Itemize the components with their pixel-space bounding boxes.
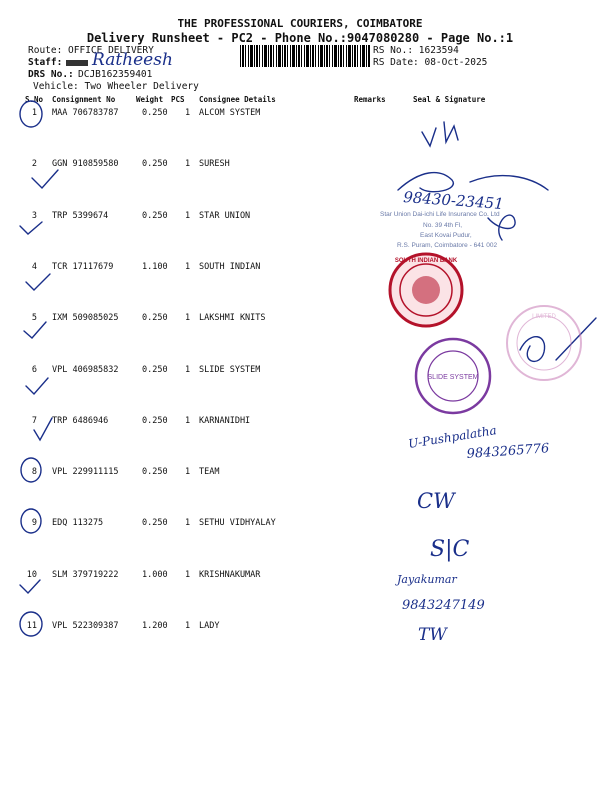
staff-name-handwritten: Ratheesh bbox=[92, 50, 173, 70]
row-consignment-no: VPL 406985832 bbox=[52, 365, 119, 375]
row-sno: 7 bbox=[31, 416, 37, 426]
col-pcs: PCS bbox=[171, 95, 185, 104]
row-weight: 1.100 bbox=[142, 262, 168, 272]
row-weight: 0.250 bbox=[142, 108, 168, 118]
row-consignee: STAR UNION bbox=[199, 211, 251, 221]
purple-company-seal bbox=[416, 339, 490, 413]
circle-mark-8 bbox=[21, 458, 41, 482]
row-sno: 2 bbox=[31, 159, 37, 169]
handwritten-name-pushpalatha: U-Pushpalatha bbox=[407, 423, 498, 451]
svg-text:SOUTH INDIAN BANK: SOUTH INDIAN BANK bbox=[394, 258, 458, 264]
row-sno: 5 bbox=[31, 313, 37, 323]
row-pcs: 1 bbox=[185, 313, 191, 323]
rs-date: RS Date: 08-Oct-2025 bbox=[373, 57, 488, 68]
row-weight: 0.250 bbox=[142, 518, 168, 528]
row-sno: 3 bbox=[31, 211, 37, 221]
row-consignment-no: TCR 17117679 bbox=[52, 262, 114, 272]
row-weight: 0.250 bbox=[142, 313, 168, 323]
svg-text:East Kovai Pudur,: East Kovai Pudur, bbox=[420, 232, 472, 239]
row-pcs: 1 bbox=[185, 365, 191, 375]
row-consignment-no: TRP 6486946 bbox=[52, 416, 109, 426]
check-mark-3 bbox=[20, 222, 42, 234]
row-consignment-no: GGN 910859580 bbox=[52, 159, 119, 169]
row-consignment-no: SLM 379719222 bbox=[52, 570, 119, 580]
route-label: Route: OFFICE DELIVERY bbox=[28, 45, 154, 56]
check-mark-7 bbox=[34, 418, 52, 440]
row-sno: 6 bbox=[31, 365, 37, 375]
handwritten-phone-1: 98430-23451 bbox=[402, 188, 505, 214]
row-consignment-no: EDQ 113275 bbox=[52, 518, 104, 528]
row-consignment-no: MAA 706783787 bbox=[52, 108, 119, 118]
vehicle-label: Vehicle: Two Wheeler Delivery bbox=[33, 81, 199, 92]
svg-text:Star Union Dai-ichi Life Insur: Star Union Dai-ichi Life Insurance Co. Ltd bbox=[380, 211, 500, 218]
row-sno: 4 bbox=[31, 262, 37, 272]
row-consignee: SETHU VIDHYALAY bbox=[199, 518, 276, 528]
circle-mark-9 bbox=[21, 509, 41, 533]
row-consignment-no: VPL 229911115 bbox=[52, 467, 119, 477]
row-consignee: SURESH bbox=[199, 159, 230, 169]
circle-mark-11 bbox=[20, 612, 42, 636]
col-sno: S.No bbox=[25, 95, 44, 104]
row-sno: 10 bbox=[26, 570, 37, 580]
row-consignee: ALCOM SYSTEM bbox=[199, 108, 261, 118]
row-weight: 0.250 bbox=[142, 365, 168, 375]
signature-row3 bbox=[488, 215, 515, 240]
handwritten-initials-sc: S|C bbox=[430, 537, 470, 562]
red-bank-seal bbox=[390, 254, 462, 326]
row-consignee: LAKSHMI KNITS bbox=[199, 313, 266, 323]
runsheet-title: Delivery Runsheet - PC2 - Phone No.:9047080280 - Page No.:1 bbox=[86, 31, 514, 45]
handwritten-initials-tw: TW bbox=[418, 625, 447, 645]
row-pcs: 1 bbox=[185, 467, 191, 477]
col-seal-signature: Seal & Signature bbox=[413, 95, 486, 104]
drs-number: DCJB162359401 bbox=[78, 69, 153, 80]
row-consignee: KRISHNAKUMAR bbox=[199, 570, 261, 580]
svg-text:SLIDE SYSTEM: SLIDE SYSTEM bbox=[427, 374, 479, 381]
row-weight: 0.250 bbox=[142, 467, 168, 477]
row-pcs: 1 bbox=[185, 159, 191, 169]
handwritten-initials-cw: CW bbox=[417, 489, 455, 513]
row-weight: 0.250 bbox=[142, 159, 168, 169]
row-pcs: 1 bbox=[185, 570, 191, 580]
row-consignment-no: TRP 5399674 bbox=[52, 211, 109, 221]
signature-row6 bbox=[520, 318, 596, 361]
row-pcs: 1 bbox=[185, 108, 191, 118]
check-mark-4 bbox=[26, 274, 50, 290]
row-pcs: 1 bbox=[185, 262, 191, 272]
row-weight: 0.250 bbox=[142, 211, 168, 221]
row-consignee: SOUTH INDIAN bbox=[199, 262, 261, 272]
row-sno: 11 bbox=[26, 621, 37, 631]
star-union-stamp bbox=[380, 211, 500, 249]
row-pcs: 1 bbox=[185, 416, 191, 426]
row-consignee: SLIDE SYSTEM bbox=[199, 365, 261, 375]
check-mark-2 bbox=[32, 170, 58, 188]
row-consignment-no: VPL 522309387 bbox=[52, 621, 119, 631]
row-weight: 0.250 bbox=[142, 416, 168, 426]
check-mark-5 bbox=[24, 322, 46, 338]
drs-label: DRS No.: bbox=[28, 69, 74, 80]
row-consignee: TEAM bbox=[199, 467, 220, 477]
rs-number: RS No.: 1623594 bbox=[373, 45, 459, 56]
svg-text:R.S. Puram, Coimbatore - 641 0: R.S. Puram, Coimbatore - 641 002 bbox=[397, 242, 498, 249]
handwritten-phone-3: 9843247149 bbox=[402, 598, 485, 613]
col-weight: Weight bbox=[136, 95, 164, 104]
check-mark-10 bbox=[20, 580, 40, 593]
circle-mark-1 bbox=[20, 101, 42, 127]
col-consignment: Consignment No bbox=[52, 95, 116, 104]
row-consignee: LADY bbox=[199, 621, 220, 631]
handwritten-name-jayakumar: Jayakumar bbox=[397, 573, 457, 586]
row-sno: 9 bbox=[31, 518, 37, 528]
check-mark-6 bbox=[26, 378, 48, 394]
row-pcs: 1 bbox=[185, 621, 191, 631]
svg-text:No. 39 4th Fl,: No. 39 4th Fl, bbox=[423, 222, 463, 229]
signature-row1 bbox=[422, 122, 458, 146]
row-pcs: 1 bbox=[185, 518, 191, 528]
row-sno: 8 bbox=[31, 467, 37, 477]
row-weight: 1.200 bbox=[142, 621, 168, 631]
staff-label: Staff: bbox=[28, 57, 63, 68]
handwritten-phone-2: 9843265776 bbox=[466, 441, 550, 462]
col-consignee: Consignee Details bbox=[199, 95, 276, 104]
row-weight: 1.000 bbox=[142, 570, 168, 580]
row-sno: 1 bbox=[31, 108, 37, 118]
row-pcs: 1 bbox=[185, 211, 191, 221]
row-consignee: KARNANIDHI bbox=[199, 416, 251, 426]
row-consignment-no: IXM 509085025 bbox=[52, 313, 119, 323]
col-remarks: Remarks bbox=[354, 95, 386, 104]
company-title: THE PROFESSIONAL COURIERS, COIMBATORE bbox=[177, 17, 423, 30]
svg-text:LIMITED: LIMITED bbox=[532, 314, 556, 320]
